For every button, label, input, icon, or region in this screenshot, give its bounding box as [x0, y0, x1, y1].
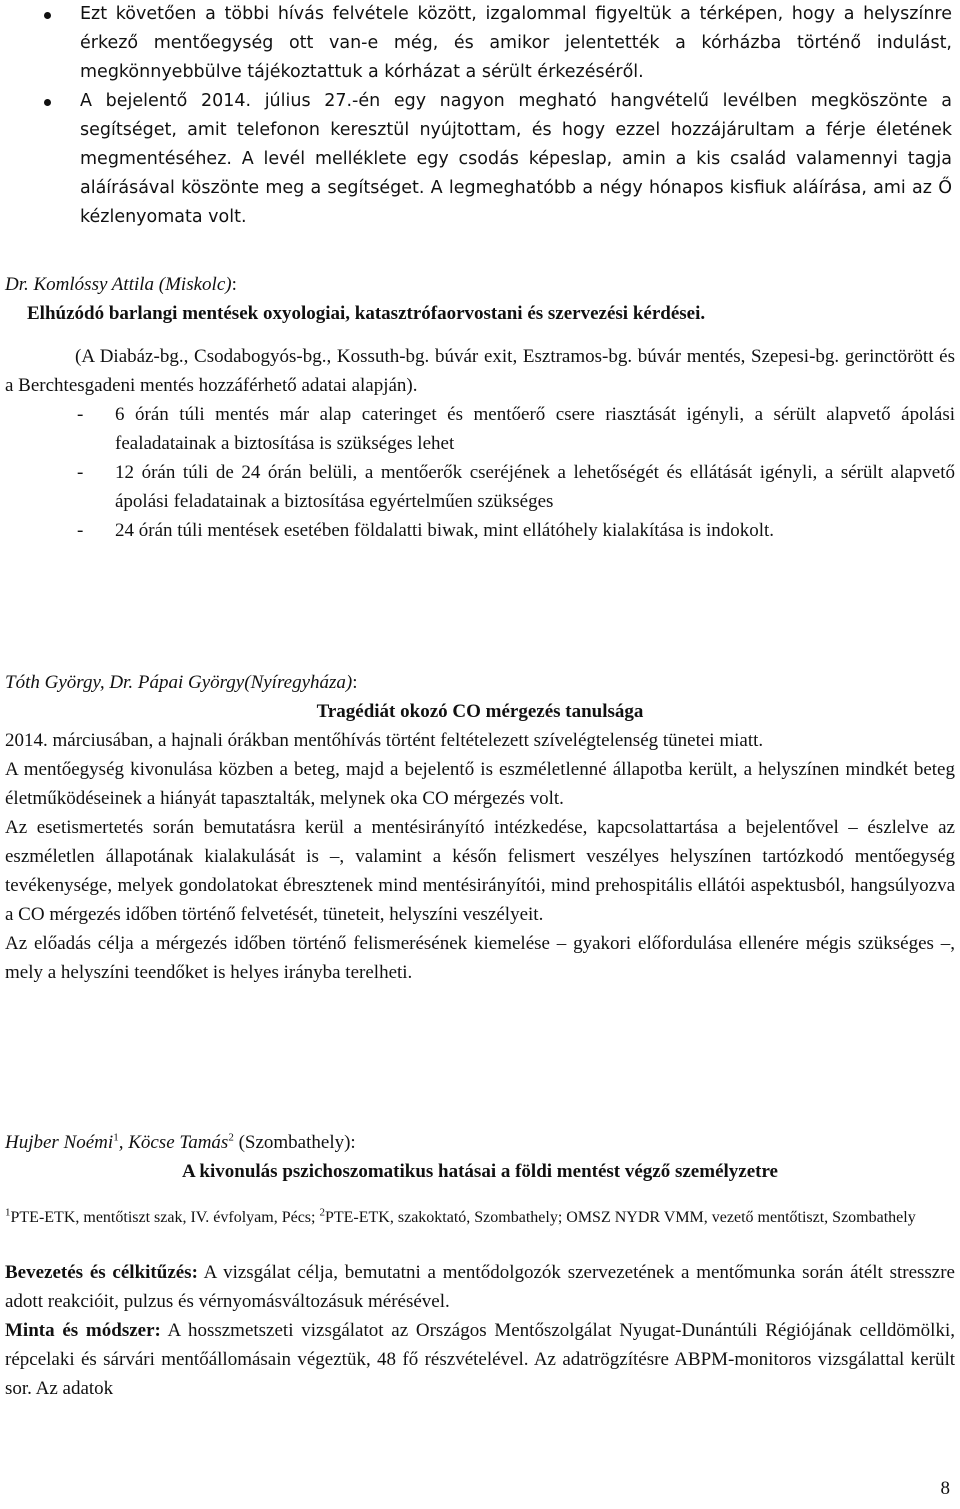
author-suffix: : [352, 672, 358, 693]
section-title: Elhúzódó barlangi mentések oxyologiai, katasztrófaorvostani és szervezési kérdései. [27, 303, 706, 324]
dash-marker: - [77, 462, 84, 483]
paragraph: 2014. márciusában, a hajnali órákban mentőhívás történt feltételezett szívelégtelenség tünetei miatt. [5, 730, 764, 751]
author-sup: 1 [113, 1131, 119, 1144]
bullet-item [8, 87, 952, 232]
author-name: Dr. Komlóssy Attila (Miskolc) [5, 274, 232, 295]
paragraph: Az előadás célja a mérgezés időben történő felismerésének kiemelése – gyakori előfordulása ellenére mégis szükséges –, mely a helyszíni teendőket is helyes irányba terelheti. [5, 933, 955, 983]
dash-item [5, 458, 955, 516]
affiliation-text: PTE-ETK, mentőtiszt szak, IV. évfolyam, Pécs; [10, 1209, 320, 1226]
section-hujber-kocse [5, 1128, 955, 1403]
dash-text: 24 órán túli mentések esetében földalatti biwak, mint ellátóhely kialakítása is indokolt. [115, 520, 775, 541]
dash-marker: - [77, 404, 84, 425]
dash-marker: - [77, 520, 84, 541]
bullet-text: A bejelentő 2014. július 27.-én egy nagyon megható hangvételű levélben megköszönte a segítséget, amit telefonon keresztül nyújtottam, és hogy ezzel hozzájárultam a férje életének megmentéséhez. A levél melléklete egy csodás képeslap, amin a kis család valamennyi tagja aláírásával köszönte meg a segítséget. A legmeghatóbb a négy hónapos kisfiuk aláírása, ami az Ő kézlenyomata volt. [80, 91, 952, 227]
paragraph-method [5, 1316, 955, 1403]
section-komlossy [5, 270, 955, 545]
affiliation-sup: 1 [5, 1206, 11, 1219]
section-author [5, 668, 955, 697]
bullet-list [8, 0, 952, 232]
section-author [5, 1128, 955, 1157]
author-place: (Szombathely): [233, 1132, 356, 1153]
dash-item [5, 400, 955, 458]
author-suffix: : [231, 274, 237, 295]
paragraph-text: A hosszmetszeti vizsgálatot az Országos Mentőszolgálat Nyugat-Dunántúli Régiójának celldömölki, répcelaki és sárvári mentőállomásain végeztük, 48 fő részvételével. Az adatrögzítésre ABPM-monitoros vizsgálattal került sor. Az adatok [5, 1320, 955, 1399]
bullet-dot [44, 99, 51, 106]
bullet-item [8, 0, 952, 87]
author-name: Hujber Noémi [5, 1132, 114, 1153]
affiliation-text: PTE-ETK, szakoktató, Szombathely; OMSZ NYDR VMM, vezető mentőtiszt, Szombathely [324, 1209, 916, 1226]
section-author [5, 270, 955, 299]
author-name: Köcse Tamás [128, 1132, 229, 1153]
affiliations [5, 1206, 955, 1230]
section-intro: (A Diabáz-bg., Csodabogyós-bg., Kossuth-bg. búvár exit, Esztramos-bg. búvár mentés, Szepesi-bg. gerinctörött és a Berchtesgadeni mentés hozzáférhető adatai alapján). [5, 346, 955, 396]
dash-text: 12 órán túli de 24 órán belüli, a mentőerők cseréjének a lehetőségét és ellátását igényli, a sérült alapvető ápolási feladatainak a biztosítása egyértelműen szükséges [115, 462, 955, 512]
page-number: 8 [940, 1478, 950, 1499]
author-separator: , [118, 1132, 129, 1153]
paragraph-intro [5, 1258, 955, 1316]
paragraph: Az esetismertetés során bemutatásra kerül a mentésirányító intézkedése, kapcsolattartása a bejelentővel – észlelve az eszméletlen állapotának kialakulását is –, valamint a későn felismert veszélyes helyszínen tartózkodó mentőegység tevékenysége, melyek gondolatokat ébresztenek mind mentésirányítói, mind prehospitális ellátói aspektusból, hangsúlyozva a CO mérgezés időben történő felvetését, tüneteit, helyszíni veszélyeit. [5, 817, 955, 925]
section-title: Tragédiát okozó CO mérgezés tanulsága [316, 701, 644, 722]
paragraph-label: Minta és módszer: [5, 1320, 161, 1341]
dash-item [5, 516, 955, 545]
paragraph: A mentőegység kivonulása közben a beteg, majd a bejelentő is eszméletlenné állapotba került, a helyszínen mindkét beteg életműködéseinek a hiányát tapasztalták, melynek oka CO mérgezés volt. [5, 759, 955, 809]
author-name: Tóth György, Dr. Pápai György(Nyíregyháza) [5, 672, 353, 693]
affiliation-sup: 2 [319, 1206, 325, 1219]
bullet-dot [44, 12, 51, 19]
paragraph-label: Bevezetés és célkitűzés: [5, 1262, 198, 1283]
paragraph-text: A vizsgálat célja, bemutatni a mentődolgozók szervezetének a mentőmunka során átélt stresszre adott reakcióit, pulzus és vérnyomásváltozásuk mérésével. [5, 1262, 955, 1312]
section-title: A kivonulás pszichoszomatikus hatásai a földi mentést végző személyzetre [182, 1161, 778, 1182]
bullet-text: Ezt követően a többi hívás felvétele között, izgalommal figyeltük a térképen, hogy a helyszínre érkező mentőegység ott van-e még, és amikor jelentették a kórházba történő indulást, megkönnyebbülve tájékoztattuk a kórházat a sérült érkezéséről. [80, 4, 952, 82]
dash-text: 6 órán túli mentés már alap cateringet és mentőerő csere riasztását igényli, a sérült alapvető ápolási fealadatainak a biztosítása is szükséges lehet [115, 404, 955, 454]
section-toth-papai [5, 668, 955, 987]
author-sup: 2 [228, 1131, 234, 1144]
dash-list [5, 400, 955, 545]
